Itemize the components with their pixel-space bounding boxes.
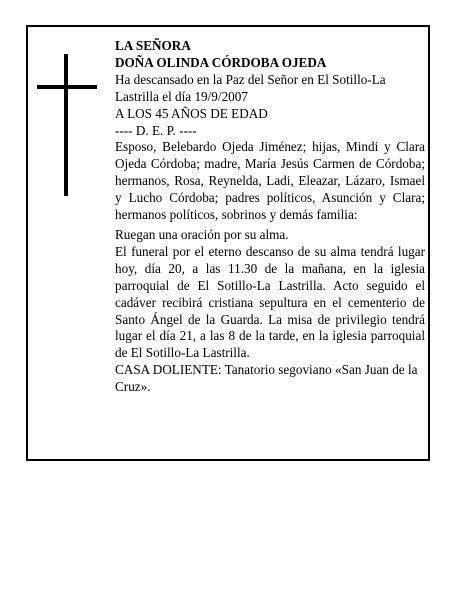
age-line: A LOS 45 AÑOS DE EDAD: [115, 105, 268, 121]
family-list: Esposo, Belebardo Ojeda Jiménez; hijas, Mindi y Clara Ojeda Córdoba; madre, María Jesús Carmen de Córdoba; hermanos, Rosa, Reynelda, Ladi, Eleazar, Lázaro, Ismael y Lucho Córdoba; padres políticos, Asunción y Clara; hermanos políticos, sobrinos y demás familia:: [115, 139, 425, 223]
rest-statement: Ha descansado en la Paz del Señor en El Sotillo-La Lastrilla el día 19/9/2007: [115, 71, 386, 104]
obituary-text: [115, 38, 425, 396]
cross-vertical-bar: [64, 54, 68, 196]
deceased-name: DOÑA OLINDA CÓRDOBA OJEDA: [115, 54, 327, 70]
funeral-details: El funeral por el eterno descanso de su alma tendrá lugar hoy, día 20, a las 11.30 de la mañana, en la iglesia parroquial de El Sotillo-La Lastrilla. Acto seguido el cadáver recibirá cristiana sepultura en el cementerio de Santo Ángel de la Guarda. La misa de privilegio tendrá lugar el día 21, a las 8 de la tarde, en la iglesia parroquial de El Sotillo-La Lastrilla.: [115, 243, 425, 361]
mourning-house: CASA DOLIENTE: Tanatorio segoviano «San Juan de la Cruz».: [115, 362, 418, 395]
rip-line: ---- D. E. P. ----: [115, 122, 197, 138]
heading-title: LA SEÑORA: [115, 38, 191, 53]
prayer-request: Ruegan una oración por su alma.: [115, 226, 289, 242]
cross-horizontal-bar: [37, 85, 97, 89]
